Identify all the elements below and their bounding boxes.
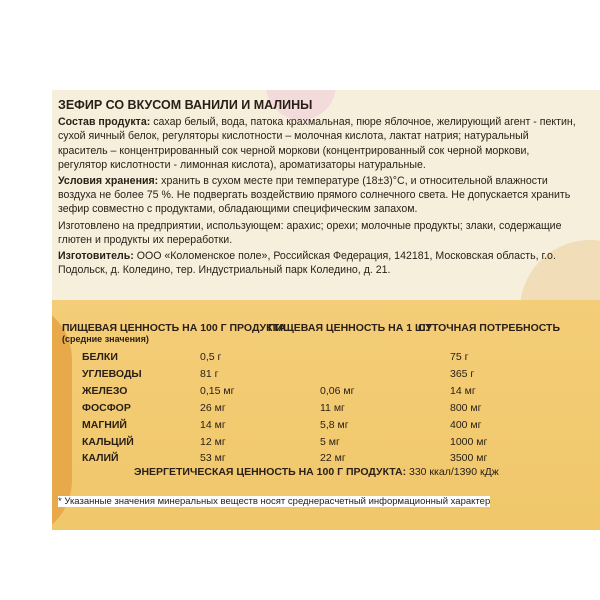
value-per1: 11 мг xyxy=(320,402,345,414)
table-row xyxy=(0,368,600,384)
value-daily: 1000 мг xyxy=(450,436,488,448)
value-daily: 365 г xyxy=(450,368,475,380)
energy-value-line xyxy=(134,466,499,478)
value-per100: 0,5 г xyxy=(200,351,222,363)
nutrient-name: МАГНИЙ xyxy=(82,419,127,431)
value-daily: 14 мг xyxy=(450,385,476,397)
value-per1: 5 мг xyxy=(320,436,340,448)
composition-paragraph xyxy=(58,115,578,172)
nutrient-name: ФОСФОР xyxy=(82,402,131,414)
storage-label: Условия хранения: xyxy=(58,175,159,188)
footnote: * Указанные значения минеральных веществ носят среднерасчетный информационный характер xyxy=(58,496,491,507)
value-per100: 26 мг xyxy=(200,402,226,414)
label-text-block xyxy=(58,98,578,279)
header-per100-sub: (средние значения) xyxy=(62,334,149,344)
composition-text: сахар белый, вода, патока крахмальная, пюре яблочное, желирующий агент - пектин, сухой яичный белок, регуляторы кислотности – молочная кислота, лактат натрия; натуральный краситель – концентрированный сок черной моркови (концентрированный сок черной моркови, регулятор кислотности - лимонная кислота), ароматизаторы натуральные. xyxy=(58,116,576,171)
energy-value: 330 ккал/1390 кДж xyxy=(406,466,499,478)
allergens-paragraph: Изготовлено на предприятии, использующем: арахис; орехи; молочные продукты; злаки, содержащие глютен и продукты их переработки. xyxy=(58,219,562,246)
value-daily: 3500 мг xyxy=(450,452,488,464)
manufacturer-label: Изготовитель: xyxy=(58,250,134,263)
storage-text: хранить в сухом месте при температуре (18±3)°С, и относительной влажности воздуха не более 75 %. Не подвергать воздействию прямого солнечного света. Не допускается хранить зефир совместно с продуктами, обладающими специфическим запахом. xyxy=(58,175,571,216)
table-row xyxy=(0,385,600,401)
value-per1: 0,06 мг xyxy=(320,385,355,397)
manufacturer-paragraph xyxy=(58,249,578,277)
value-per100: 0,15 мг xyxy=(200,385,235,397)
value-per1: 22 мг xyxy=(320,452,346,464)
value-daily: 75 г xyxy=(450,351,469,363)
value-per100: 53 мг xyxy=(200,452,226,464)
value-per1: 5,8 мг xyxy=(320,419,349,431)
value-per100: 12 мг xyxy=(200,436,226,448)
nutrient-name: УГЛЕВОДЫ xyxy=(82,368,142,380)
value-daily: 400 мг xyxy=(450,419,482,431)
table-row xyxy=(0,436,600,452)
value-per100: 14 мг xyxy=(200,419,226,431)
nutrient-name: БЕЛКИ xyxy=(82,351,118,363)
nutrient-name: КАЛИЙ xyxy=(82,452,119,464)
table-row xyxy=(0,402,600,418)
header-per100: ПИЩЕВАЯ ЦЕННОСТЬ НА 100 Г ПРОДУКТА xyxy=(62,322,287,334)
value-per100: 81 г xyxy=(200,368,219,380)
storage-paragraph xyxy=(58,174,578,217)
value-daily: 800 мг xyxy=(450,402,482,414)
header-daily: СУТОЧНАЯ ПОТРЕБНОСТЬ xyxy=(418,322,561,334)
composition-label: Состав продукта: xyxy=(58,116,151,129)
product-title: ЗЕФИР СО ВКУСОМ ВАНИЛИ И МАЛИНЫ xyxy=(58,98,313,112)
manufacturer-text: ООО «Коломенское поле», Российская Федерация, 142181, Московская область, г.о. Подольск, д. Коледино, тер. Индустриальный парк Коледино, д. 21. xyxy=(58,250,556,277)
table-row xyxy=(0,351,600,367)
nutrient-name: ЖЕЛЕЗО xyxy=(82,385,128,397)
energy-label: ЭНЕРГЕТИЧЕСКАЯ ЦЕННОСТЬ НА 100 Г ПРОДУКТА: xyxy=(134,466,407,478)
nutrient-name: КАЛЬЦИЙ xyxy=(82,436,134,448)
table-row xyxy=(0,419,600,435)
header-per1: ПИЩЕВАЯ ЦЕННОСТЬ НА 1 ШТ xyxy=(268,322,432,334)
